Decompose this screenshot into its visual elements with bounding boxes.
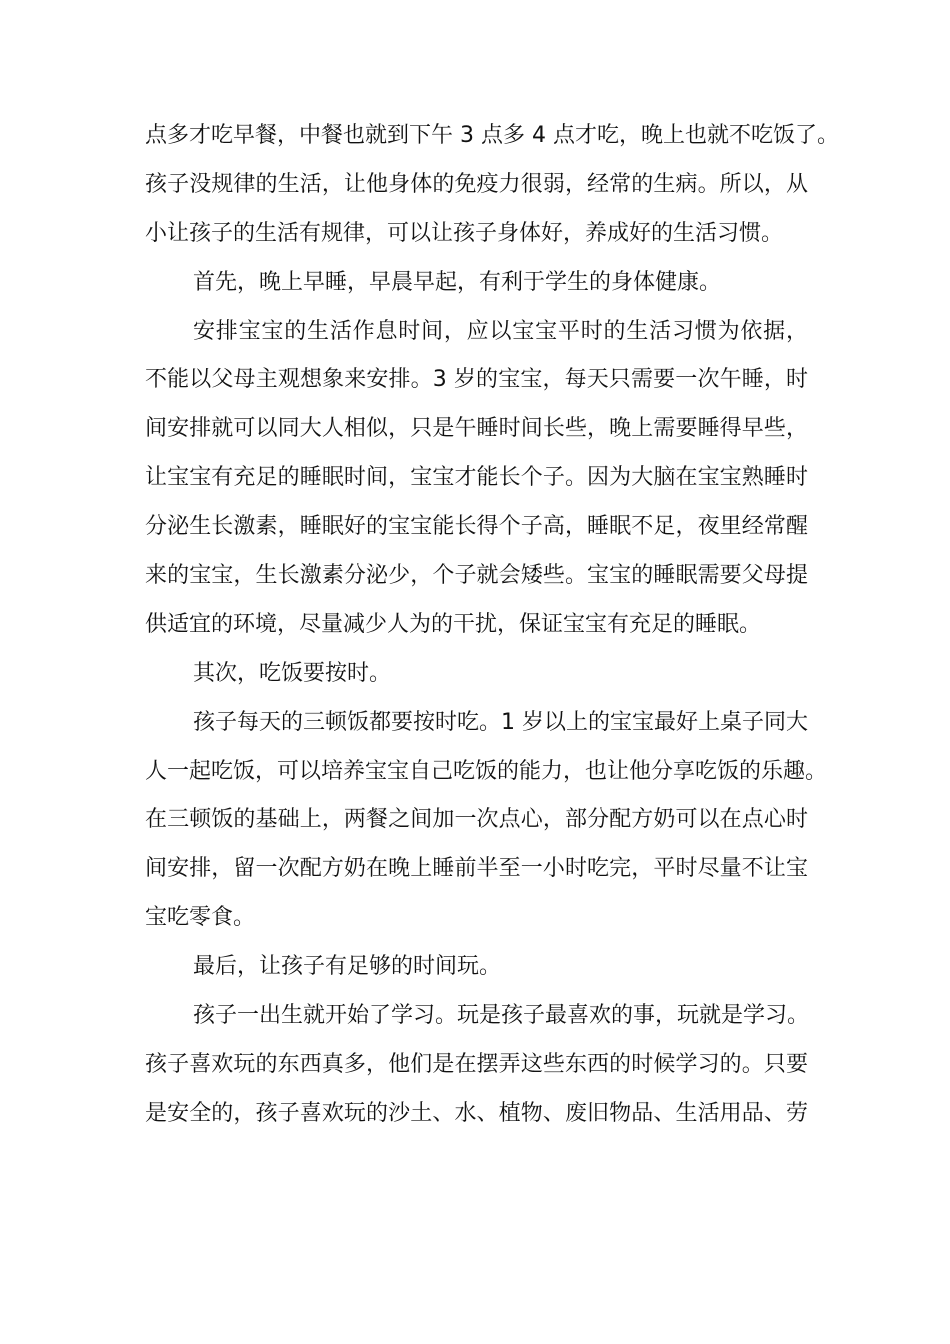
text-line: 小让孩子的生活有规律，可以让孩子身体好，养成好的生活习惯。	[145, 220, 784, 246]
text-line: 孩子没规律的生活，让他身体的免疫力很弱，经常的生病。所以，从	[145, 171, 808, 197]
text-line: 让宝宝有充足的睡眠时间，宝宝才能长个子。因为大脑在宝宝熟睡时	[145, 465, 808, 491]
text-line: 是安全的，孩子喜欢玩的沙土、水、植物、废旧物品、生活用品、劳	[145, 1100, 808, 1126]
text-line: 分泌生长激素，睡眠好的宝宝能长得个子高，睡眠不足，夜里经常醒	[145, 514, 808, 540]
text-line: 孩子喜欢玩的东西真多，他们是在摆弄这些东西的时候学习的。只要	[145, 1051, 808, 1077]
text-line: 点多才吃早餐，中餐也就到下午 3 点多 4 点才吃，晚上也就不吃饭了。	[145, 123, 839, 148]
text-line: 宝吃零食。	[145, 905, 256, 931]
text-line: 人一起吃饭，可以培养宝宝自己吃饭的能力，也让他分享吃饭的乐趣。	[145, 758, 828, 784]
text-line: 首先，晚上早睡，早晨早起，有利于学生的身体健康。	[193, 269, 722, 295]
text-line: 来的宝宝，生长激素分泌少，个子就会矮些。宝宝的睡眠需要父母提	[145, 563, 808, 589]
text-line: 其次，吃饭要按时。	[193, 660, 392, 686]
text-line: 最后，让孩子有足够的时间玩。	[193, 954, 502, 980]
text-line: 安排宝宝的生活作息时间，应以宝宝平时的生活习惯为依据，	[193, 318, 808, 344]
text-line: 间安排，留一次配方奶在晚上睡前半至一小时吃完，平时尽量不让宝	[145, 856, 808, 882]
text-line: 孩子一出生就开始了学习。玩是孩子最喜欢的事，玩就是学习。	[193, 1003, 810, 1029]
text-line: 不能以父母主观想象来安排。3 岁的宝宝，每天只需要一次午睡，时	[145, 367, 808, 393]
document-body	[145, 112, 839, 1139]
text-line: 在三顿饭的基础上，两餐之间加一次点心，部分配方奶可以在点心时	[145, 807, 808, 833]
text-line: 供适宜的环境，尽量减少人为的干扰，保证宝宝有充足的睡眠。	[145, 611, 762, 637]
text-line: 间安排就可以同大人相似，只是午睡时间长些，晚上需要睡得早些，	[145, 416, 808, 442]
text-line: 孩子每天的三顿饭都要按时吃。1 岁以上的宝宝最好上桌子同大	[193, 709, 808, 735]
